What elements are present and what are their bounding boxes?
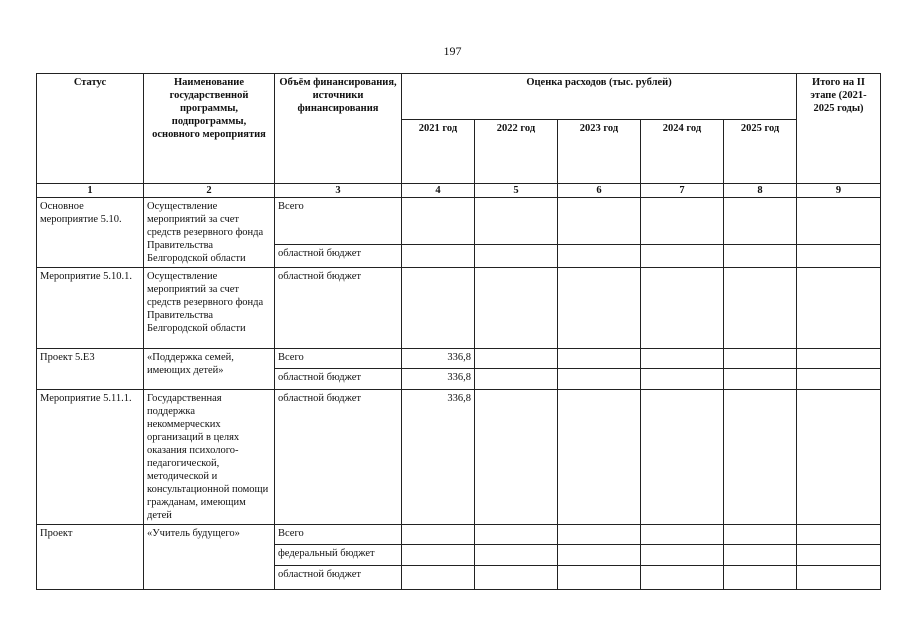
value-total — [797, 566, 881, 590]
value-2025 — [724, 245, 797, 268]
header-total: Итого на II этапе (2021-2025 годы) — [797, 74, 881, 184]
value-2022 — [475, 245, 558, 268]
header-year-2021: 2021 год — [402, 120, 475, 184]
value-2023 — [558, 198, 641, 245]
value-2024 — [641, 566, 724, 590]
value-2023 — [558, 349, 641, 369]
value-2022 — [475, 390, 558, 525]
header-year-2022: 2022 год — [475, 120, 558, 184]
value-2023 — [558, 245, 641, 268]
row-source: федеральный бюджет — [275, 545, 402, 566]
column-numbers-row — [37, 184, 881, 198]
value-2024 — [641, 268, 724, 349]
value-2025 — [724, 566, 797, 590]
value-total — [797, 525, 881, 545]
page-number: 197 — [443, 44, 462, 58]
value-2025 — [724, 390, 797, 525]
value-2025 — [724, 369, 797, 390]
row-status: Проект 5.Е3 — [37, 349, 144, 390]
table-row — [37, 349, 881, 369]
value-2024 — [641, 369, 724, 390]
value-2022 — [475, 349, 558, 369]
value-2023 — [558, 566, 641, 590]
value-2024 — [641, 198, 724, 245]
value-total — [797, 245, 881, 268]
column-number: 8 — [724, 184, 797, 198]
value-total — [797, 268, 881, 349]
value-2022 — [475, 369, 558, 390]
value-2024 — [641, 525, 724, 545]
value-2023 — [558, 369, 641, 390]
column-number: 5 — [475, 184, 558, 198]
header-name: Наименование государственной программы, подпрограммы, основного мероприятия — [144, 74, 275, 184]
row-name: Осуществление мероприятий за счет средств резервного фонда Правительства Белгородской области — [144, 198, 275, 268]
value-2023 — [558, 545, 641, 566]
row-name: «Поддержка семей, имеющих детей» — [144, 349, 275, 390]
value-2024 — [641, 545, 724, 566]
row-source: Всего — [275, 198, 402, 245]
row-source: областной бюджет — [275, 369, 402, 390]
row-source: областной бюджет — [275, 566, 402, 590]
value-2023 — [558, 268, 641, 349]
value-2021 — [402, 198, 475, 245]
value-2024 — [641, 245, 724, 268]
row-source: Всего — [275, 349, 402, 369]
value-total — [797, 198, 881, 245]
header-year-2023: 2023 год — [558, 120, 641, 184]
value-2023 — [558, 390, 641, 525]
value-2021 — [402, 525, 475, 545]
value-total — [797, 390, 881, 525]
row-status: Основное мероприятие 5.10. — [37, 198, 144, 268]
value-total — [797, 349, 881, 369]
row-source: Всего — [275, 525, 402, 545]
column-number: 1 — [37, 184, 144, 198]
table-row — [37, 198, 881, 245]
value-2021: 336,8 — [402, 369, 475, 390]
value-2022 — [475, 545, 558, 566]
row-source: областной бюджет — [275, 268, 402, 349]
value-2022 — [475, 198, 558, 245]
value-2025 — [724, 349, 797, 369]
value-2021 — [402, 545, 475, 566]
header-year-2025: 2025 год — [724, 120, 797, 184]
header-year-2024: 2024 год — [641, 120, 724, 184]
column-number: 6 — [558, 184, 641, 198]
table-row — [37, 268, 881, 349]
header-volume: Объём финансирования, источники финансирования — [275, 74, 402, 184]
row-name: Государственная поддержка некоммерческих организаций в целях оказания психолого-педагогической, методической и консультационной помощи гражданам, имеющим детей — [144, 390, 275, 525]
value-2021 — [402, 268, 475, 349]
column-number: 9 — [797, 184, 881, 198]
value-2021: 336,8 — [402, 390, 475, 525]
value-total — [797, 369, 881, 390]
value-2021 — [402, 245, 475, 268]
column-number: 7 — [641, 184, 724, 198]
budget-table — [36, 73, 881, 590]
row-status: Проект — [37, 525, 144, 590]
column-number: 2 — [144, 184, 275, 198]
value-2025 — [724, 545, 797, 566]
header-estimate: Оценка расходов (тыс. рублей) — [402, 74, 797, 120]
row-name: Осуществление мероприятий за счет средств резервного фонда Правительства Белгородской области — [144, 268, 275, 349]
row-status: Мероприятие 5.11.1. — [37, 390, 144, 525]
value-2021: 336,8 — [402, 349, 475, 369]
value-2022 — [475, 268, 558, 349]
value-2025 — [724, 525, 797, 545]
header-status: Статус — [37, 74, 144, 184]
row-source: областной бюджет — [275, 245, 402, 268]
value-total — [797, 545, 881, 566]
row-status: Мероприятие 5.10.1. — [37, 268, 144, 349]
row-source: областной бюджет — [275, 390, 402, 525]
value-2023 — [558, 525, 641, 545]
value-2025 — [724, 198, 797, 245]
value-2022 — [475, 566, 558, 590]
value-2025 — [724, 268, 797, 349]
value-2022 — [475, 525, 558, 545]
value-2021 — [402, 566, 475, 590]
value-2024 — [641, 349, 724, 369]
table-row — [37, 525, 881, 545]
value-2024 — [641, 390, 724, 525]
row-name: «Учитель будущего» — [144, 525, 275, 590]
column-number: 4 — [402, 184, 475, 198]
table-row — [37, 390, 881, 525]
column-number: 3 — [275, 184, 402, 198]
